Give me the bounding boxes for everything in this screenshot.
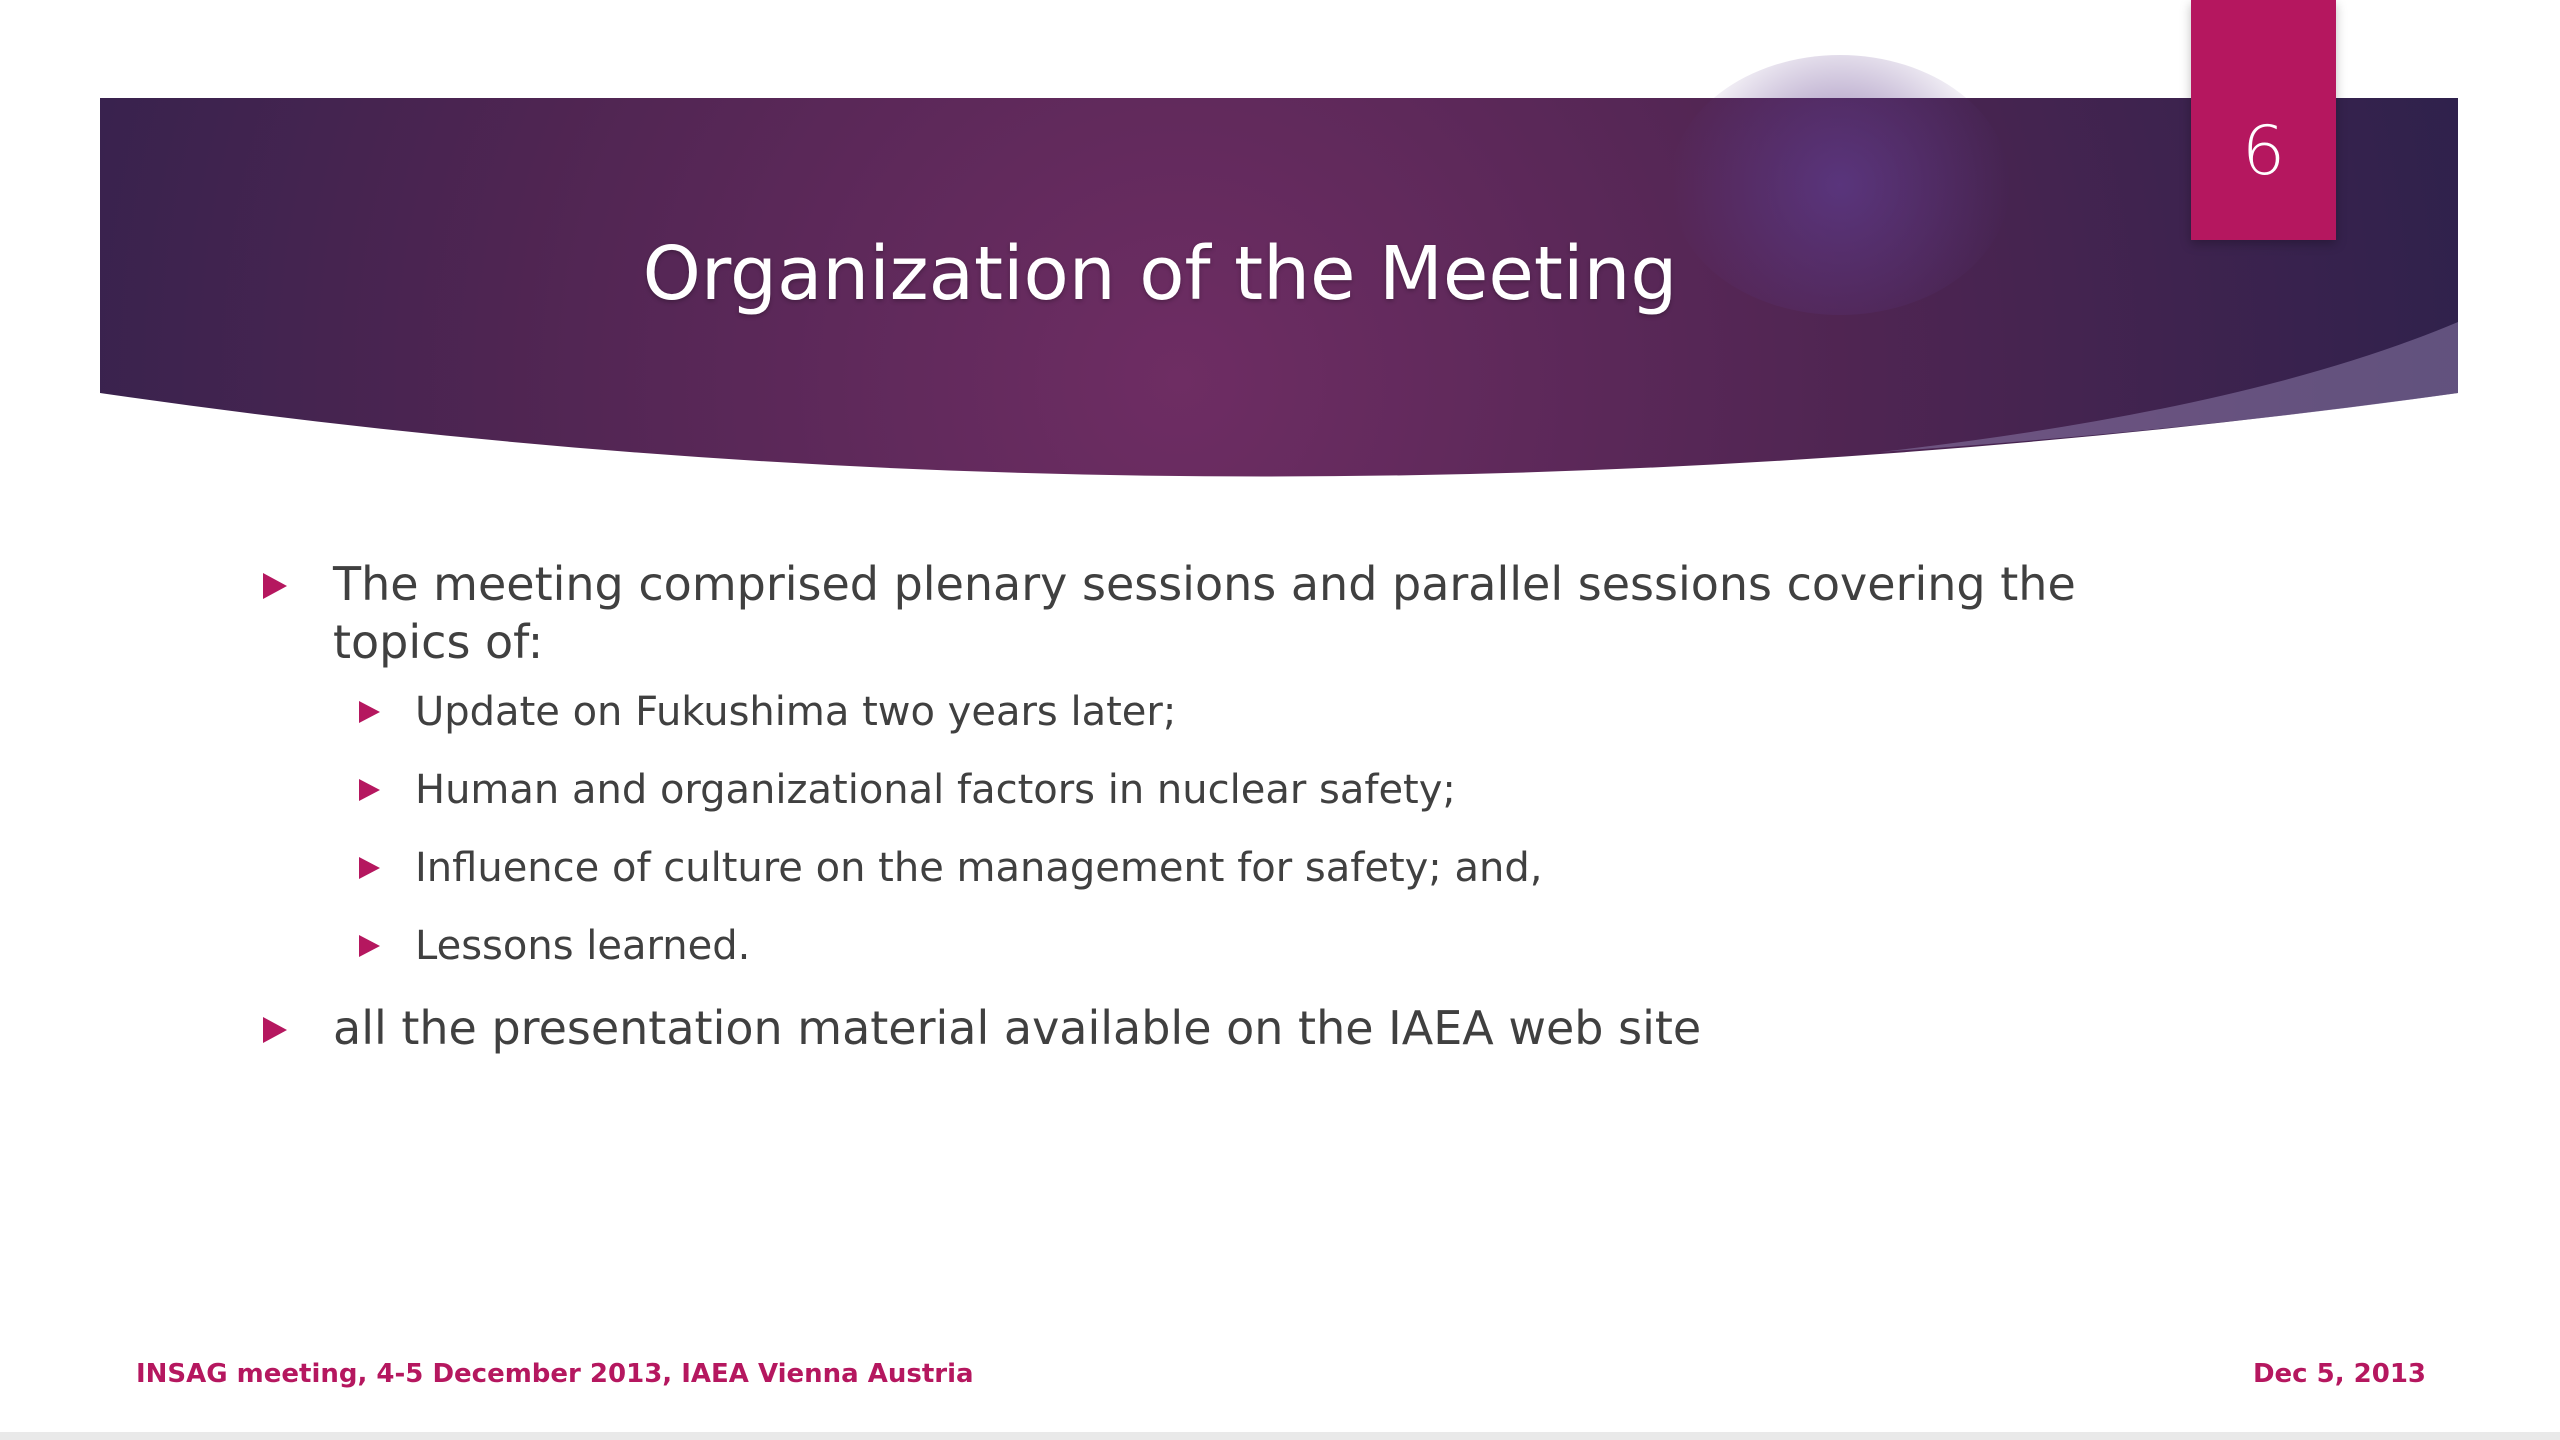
sub-bullet-text: Human and organizational factors in nuclear safety; — [415, 767, 1456, 813]
slide-title: Organization of the Meeting — [642, 231, 1678, 317]
sub-bullet-item — [357, 843, 2160, 893]
slide-number: 6 — [2241, 112, 2286, 191]
sub-bullet-text: Lessons learned. — [415, 923, 751, 969]
bullet-item — [260, 555, 2160, 671]
sub-bullet-list — [357, 687, 2160, 971]
bullet-arrow-icon — [359, 779, 380, 801]
footer-date: Dec 5, 2013 — [2252, 1359, 2426, 1389]
sub-bullet-item — [357, 687, 2160, 737]
bullet-text: The meeting comprised plenary sessions and parallel sessions covering the topics of: — [333, 557, 2076, 669]
bullet-arrow-icon — [359, 857, 380, 879]
sub-bullet-text: Update on Fukushima two years later; — [415, 689, 1177, 735]
bullet-item — [260, 999, 2160, 1057]
bottom-divider — [0, 1432, 2560, 1440]
slide-content — [260, 555, 2160, 1057]
sub-bullet-item — [357, 921, 2160, 971]
sub-bullet-text: Influence of culture on the management for safety; and, — [415, 845, 1543, 891]
footer-event-label: INSAG meeting, 4-5 December 2013, IAEA Vienna Austria — [136, 1359, 974, 1389]
slide-number-tab — [2191, 0, 2336, 240]
bullet-arrow-icon — [359, 935, 380, 957]
bullet-arrow-icon — [359, 701, 380, 723]
sub-bullet-item — [357, 765, 2160, 815]
bullet-arrow-icon — [263, 1017, 287, 1043]
bullet-arrow-icon — [263, 573, 287, 599]
bullet-text: all the presentation material available on the IAEA web site — [333, 1001, 1702, 1055]
